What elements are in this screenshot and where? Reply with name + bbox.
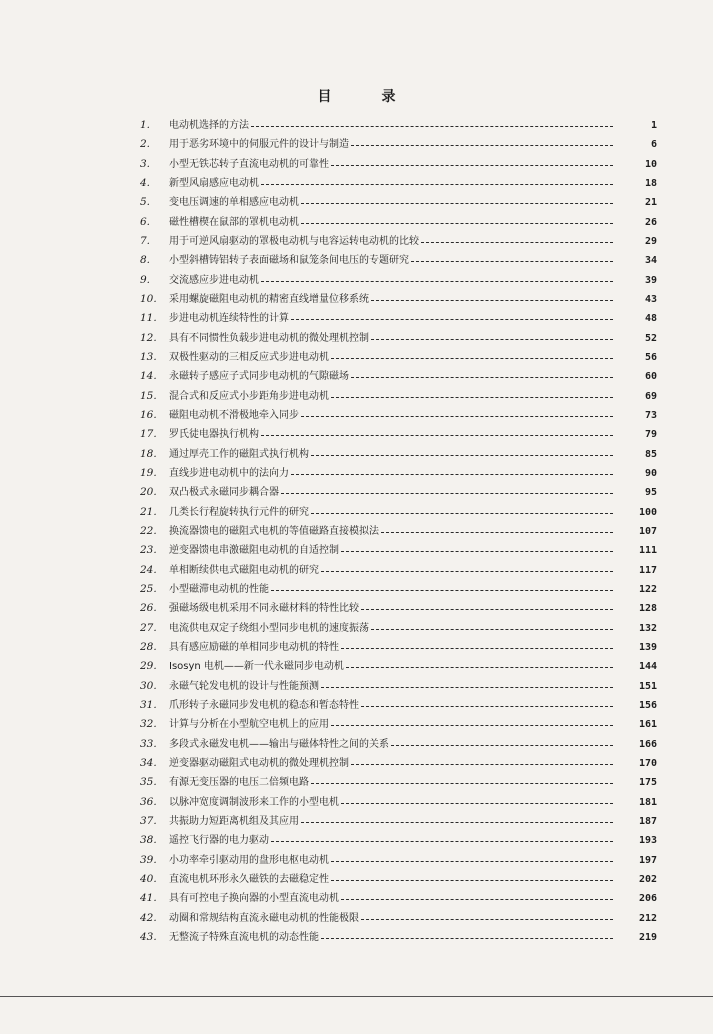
toc-entry[interactable] — [0, 367, 713, 386]
entry-page-number: 156 — [638, 699, 657, 711]
toc-entry[interactable] — [0, 348, 713, 367]
entry-number: 16. — [140, 408, 157, 421]
toc-entry[interactable] — [0, 329, 713, 348]
entry-number: 6. — [140, 215, 151, 228]
entry-page-number: 26 — [644, 216, 657, 228]
entry-page-number: 139 — [638, 641, 657, 653]
entry-number: 12. — [140, 331, 157, 344]
dot-leader — [261, 184, 613, 185]
entry-number: 25. — [140, 582, 157, 595]
dot-leader — [421, 242, 613, 243]
entry-number: 14. — [140, 370, 157, 383]
dot-leader — [351, 145, 613, 146]
entry-title: 动圈和常规结构直流永磁电动机的性能极限 — [169, 912, 359, 924]
entry-number: 2. — [140, 138, 151, 151]
entry-page-number: 206 — [638, 893, 657, 905]
entry-title: 变电压调速的单相感应电动机 — [169, 197, 299, 209]
entry-page-number: 100 — [638, 506, 657, 518]
toc-entry[interactable] — [0, 155, 713, 174]
entry-number: 4. — [140, 176, 151, 189]
toc-entry[interactable] — [0, 773, 713, 792]
entry-title: 电动机选择的方法 — [169, 120, 249, 131]
toc-entry[interactable] — [0, 735, 713, 754]
dot-leader — [331, 725, 613, 726]
entry-page-number: 219 — [638, 931, 657, 943]
entry-title: 以脉冲宽度调制波形来工作的小型电机 — [169, 796, 339, 808]
dot-leader — [331, 358, 613, 359]
entry-page-number: 107 — [638, 525, 657, 537]
entry-page-number: 175 — [638, 777, 657, 789]
entry-title: 具有可控电子换向器的小型直流电动机 — [169, 893, 339, 905]
entry-title: 强磁场级电机采用不同永磁材料的特性比较 — [169, 603, 359, 615]
entry-title: 混合式和反应式小步距角步进电动机 — [169, 390, 329, 402]
toc-entry[interactable] — [0, 870, 713, 889]
entry-number: 33. — [140, 737, 157, 750]
entry-number: 39. — [140, 853, 157, 866]
entry-title: 爪形转子永磁同步发电机的稳态和暂态特性 — [169, 699, 359, 711]
entry-title: 具有感应励磁的单相同步电动机的特性 — [169, 641, 339, 653]
dot-leader — [361, 609, 613, 610]
toc-entry[interactable] — [0, 193, 713, 212]
entry-page-number: 43 — [644, 293, 657, 305]
entry-page-number: 90 — [644, 467, 657, 479]
entry-title: 直流电机环形永久磁铁的去磁稳定性 — [169, 873, 329, 885]
entry-number: 20. — [140, 486, 157, 499]
dot-leader — [391, 745, 613, 746]
entry-title: 小型斜槽铸铝转子表面磁场和鼠笼条间电压的专题研究 — [169, 255, 409, 267]
toc-entry[interactable] — [0, 309, 713, 328]
entry-number: 30. — [140, 679, 157, 692]
dot-leader — [361, 919, 613, 920]
entry-number: 32. — [140, 718, 157, 731]
entry-page-number: 56 — [644, 351, 657, 363]
dot-leader — [331, 397, 613, 398]
entry-number: 19. — [140, 466, 157, 479]
toc-entry[interactable] — [0, 561, 713, 580]
toc-entry[interactable] — [0, 290, 713, 309]
entry-title: 具有不同惯性负载步进电动机的微处理机控制 — [169, 332, 369, 344]
dot-leader — [301, 416, 613, 417]
entry-page-number: 144 — [638, 661, 657, 673]
entry-title: 交流感应步进电动机 — [169, 274, 259, 286]
toc-entry[interactable] — [0, 715, 713, 734]
entry-page-number: 212 — [638, 912, 657, 924]
entry-title: 通过厚壳工作的磁阻式执行机构 — [169, 448, 309, 460]
dot-leader — [371, 339, 613, 340]
entry-page-number: 187 — [638, 815, 657, 827]
entry-page-number: 95 — [644, 487, 657, 499]
dot-leader — [371, 300, 613, 301]
toc-entry[interactable] — [0, 541, 713, 560]
entry-title: 无整流子特殊直流电机的动态性能 — [169, 931, 319, 943]
entry-number: 1. — [140, 119, 151, 131]
dot-leader — [261, 281, 613, 282]
entry-title: 逆变器驱动磁阻式电动机的微处理机控制 — [169, 757, 349, 769]
entry-title: 罗氏徒电器执行机构 — [169, 429, 259, 441]
dot-leader — [361, 706, 613, 707]
toc-entry[interactable] — [0, 812, 713, 831]
dot-leader — [341, 648, 613, 649]
entry-number: 29. — [140, 660, 157, 673]
entry-title: 单相断续供电式磁阻电动机的研究 — [169, 564, 319, 576]
dot-leader — [251, 126, 613, 127]
entry-number: 18. — [140, 447, 157, 460]
toc-entry[interactable] — [0, 677, 713, 696]
entry-number: 24. — [140, 563, 157, 576]
entry-page-number: 117 — [638, 564, 657, 576]
toc-entry[interactable] — [0, 387, 713, 406]
entry-number: 11. — [140, 312, 157, 325]
dot-leader — [321, 571, 613, 572]
dot-leader — [371, 629, 613, 630]
toc-entry[interactable] — [0, 464, 713, 483]
dot-leader — [341, 899, 613, 900]
entry-number: 23. — [140, 544, 157, 557]
toc-entry[interactable] — [0, 793, 713, 812]
dot-leader — [331, 880, 613, 881]
entry-number: 31. — [140, 698, 157, 711]
entry-number: 36. — [140, 795, 157, 808]
entry-page-number: 10 — [644, 158, 657, 170]
entry-number: 26. — [140, 602, 157, 615]
entry-number: 15. — [140, 389, 157, 402]
entry-number: 34. — [140, 756, 157, 769]
entry-title: 几类长行程旋转执行元件的研究 — [169, 506, 309, 518]
entry-title: 小型无铁芯转子直流电动机的可靠性 — [169, 158, 329, 170]
dot-leader — [301, 223, 613, 224]
entry-title: 磁阻电动机不滑极地牵入同步 — [169, 409, 299, 421]
dot-leader — [261, 435, 613, 436]
toc-entry[interactable] — [0, 638, 713, 657]
dot-leader — [301, 822, 613, 823]
toc-entry[interactable] — [0, 522, 713, 541]
dot-leader — [346, 667, 613, 668]
entry-page-number: 48 — [644, 313, 657, 325]
toc-entry[interactable] — [0, 174, 713, 193]
dot-leader — [411, 261, 613, 262]
entry-number: 35. — [140, 776, 157, 789]
toc-entry[interactable] — [0, 135, 713, 154]
entry-title: 永磁气轮发电机的设计与性能预测 — [169, 680, 319, 692]
entry-title: 共振助力短距离机组及其应用 — [169, 815, 299, 827]
entry-title: 双凸极式永磁同步耦合器 — [169, 487, 279, 499]
toc-entry[interactable] — [0, 503, 713, 522]
toc-entry[interactable] — [0, 251, 713, 270]
toc-entry[interactable] — [0, 696, 713, 715]
entry-title: Isosyn 电机——新一代永磁同步电动机 — [169, 661, 344, 673]
toc-entry[interactable] — [0, 831, 713, 850]
entry-page-number: 18 — [644, 177, 657, 189]
entry-title: 电流供电双定子绕组小型同步电机的速度振荡 — [169, 622, 369, 634]
entry-page-number: 151 — [638, 680, 657, 692]
dot-leader — [271, 841, 613, 842]
entry-page-number: 170 — [638, 757, 657, 769]
entry-title: 小功率牵引驱动用的盘形电枢电动机 — [169, 854, 329, 866]
entry-page-number: 39 — [644, 274, 657, 286]
entry-title: 直线步进电动机中的法向力 — [169, 467, 289, 479]
entry-number: 41. — [140, 892, 157, 905]
entry-number: 17. — [140, 428, 157, 441]
entry-number: 27. — [140, 621, 157, 634]
entry-title: 步进电动机连续特性的计算 — [169, 313, 289, 325]
dot-leader — [351, 377, 613, 378]
entry-number: 40. — [140, 872, 157, 885]
entry-title: 永磁转子感应子式同步电动机的气隙磁场 — [169, 371, 349, 383]
entry-title: 多段式永磁发电机——输出与磁体特性之间的关系 — [169, 738, 389, 750]
entry-title: 新型风扇感应电动机 — [169, 177, 259, 189]
entry-title: 换流器馈电的磁阻式电机的等值磁路直接模拟法 — [169, 525, 379, 537]
entry-page-number: 197 — [638, 854, 657, 866]
entry-page-number: 73 — [644, 409, 657, 421]
entry-number: 10. — [140, 292, 157, 305]
toc-entry[interactable] — [0, 657, 713, 676]
entry-number: 13. — [140, 350, 157, 363]
entry-page-number: 166 — [638, 738, 657, 750]
entry-number: 21. — [140, 505, 157, 518]
dot-leader — [341, 551, 613, 552]
toc-entry[interactable] — [0, 851, 713, 870]
title-char-right: 录 — [381, 89, 396, 105]
entry-title: 双极性驱动的三相反应式步进电动机 — [169, 351, 329, 363]
dot-leader — [341, 803, 613, 804]
entry-number: 8. — [140, 254, 151, 267]
toc-entry[interactable] — [0, 889, 713, 908]
entry-number: 28. — [140, 640, 157, 653]
dot-leader — [301, 203, 613, 204]
entry-page-number: 122 — [638, 583, 657, 595]
toc-entry[interactable] — [0, 928, 713, 947]
entry-page-number: 34 — [644, 255, 657, 267]
dot-leader — [281, 493, 613, 494]
entry-page-number: 1 — [650, 120, 657, 131]
entry-page-number: 69 — [644, 390, 657, 402]
entry-page-number: 132 — [638, 622, 657, 634]
entry-number: 38. — [140, 834, 157, 847]
toc-entry[interactable] — [0, 909, 713, 928]
title-char-left: 目 — [317, 89, 332, 105]
dot-leader — [351, 764, 613, 765]
dot-leader — [321, 687, 613, 688]
toc-entry[interactable] — [0, 580, 713, 599]
dot-leader — [321, 938, 613, 939]
entry-title: 逆变器馈电串激磁阻电动机的自适控制 — [169, 545, 339, 557]
bottom-rule — [0, 996, 713, 997]
entry-page-number: 193 — [638, 835, 657, 847]
entry-number: 43. — [140, 930, 157, 943]
entry-page-number: 29 — [644, 235, 657, 247]
entry-page-number: 128 — [638, 603, 657, 615]
entry-page-number: 85 — [644, 448, 657, 460]
entry-page-number: 6 — [650, 139, 657, 151]
entry-page-number: 52 — [644, 332, 657, 344]
entry-title: 用于可逆风扇驱动的罩极电动机与电容运转电动机的比较 — [169, 235, 419, 247]
entry-title: 磁性槽楔在鼠部的罩机电动机 — [169, 216, 299, 228]
entry-number: 22. — [140, 524, 157, 537]
toc-entry[interactable] — [0, 116, 713, 135]
dot-leader — [291, 474, 613, 475]
dot-leader — [311, 455, 613, 456]
entry-title: 小型磁滞电动机的性能 — [169, 583, 269, 595]
toc-entry[interactable] — [0, 445, 713, 464]
dot-leader — [291, 319, 613, 320]
entry-page-number: 79 — [644, 429, 657, 441]
dot-leader — [381, 532, 613, 533]
entry-number: 7. — [140, 234, 151, 247]
dot-leader — [271, 590, 613, 591]
entry-page-number: 202 — [638, 873, 657, 885]
entry-number: 9. — [140, 273, 151, 286]
entry-title: 遥控飞行器的电力驱动 — [169, 835, 269, 847]
toc-entry[interactable] — [0, 754, 713, 773]
entry-page-number: 60 — [644, 371, 657, 383]
entry-number: 37. — [140, 814, 157, 827]
entry-number: 42. — [140, 911, 157, 924]
entry-number: 3. — [140, 157, 151, 170]
entry-page-number: 111 — [638, 545, 657, 557]
toc-entry[interactable] — [0, 619, 713, 638]
toc-entry[interactable] — [0, 232, 713, 251]
entry-page-number: 181 — [638, 796, 657, 808]
entry-title: 采用螺旋磁阻电动机的精密直线增量位移系统 — [169, 293, 369, 305]
dot-leader — [331, 165, 613, 166]
entry-page-number: 161 — [638, 719, 657, 731]
dot-leader — [311, 513, 613, 514]
toc-entry[interactable] — [0, 599, 713, 618]
toc-entry[interactable] — [0, 406, 713, 425]
entry-page-number: 21 — [644, 197, 657, 209]
toc-entry[interactable] — [0, 425, 713, 444]
toc-entry[interactable] — [0, 483, 713, 502]
toc-entry[interactable] — [0, 271, 713, 290]
entry-title: 用于恶劣环境中的伺服元件的设计与制造 — [169, 139, 349, 151]
dot-leader — [331, 861, 613, 862]
entry-number: 5. — [140, 196, 151, 209]
dot-leader — [311, 783, 613, 784]
entry-title: 计算与分析在小型航空电机上的应用 — [169, 719, 329, 731]
toc-entry[interactable] — [0, 213, 713, 232]
entry-title: 有源无变压器的电压二倍频电路 — [169, 777, 309, 789]
